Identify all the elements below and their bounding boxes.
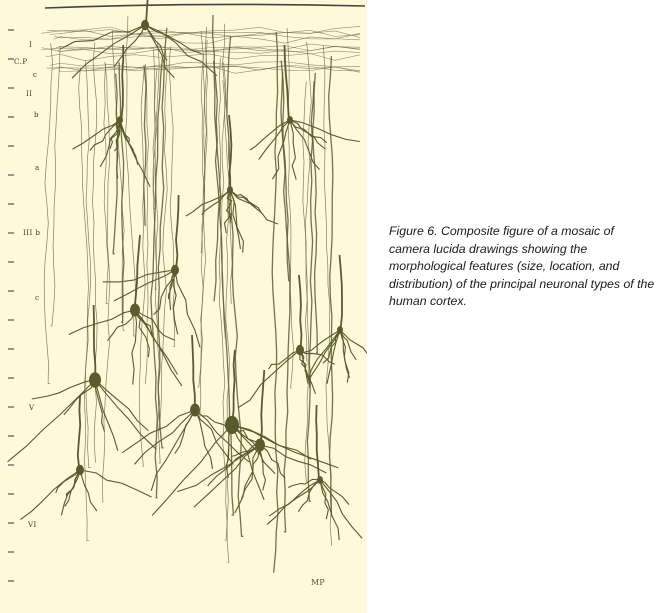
- basal-dendrite: [95, 380, 148, 431]
- apical-trunk: [316, 405, 320, 480]
- apical-dendrite: [145, 64, 148, 384]
- apical-dendrite: [93, 42, 98, 462]
- apical-dendrite: [44, 43, 52, 383]
- layer-label-ii: II: [26, 90, 33, 98]
- apical-dendrite: [287, 28, 293, 388]
- basal-dendrite: [238, 350, 300, 408]
- apical-trunk: [78, 395, 80, 470]
- depth-ticks: [8, 30, 14, 581]
- apical-dendrite: [125, 16, 135, 336]
- apical-dendrite: [51, 46, 61, 326]
- figure-caption: Figure 6. Composite figure of a mosaic of camera lucida drawings showing the morphological features (size, location, and distribution) of the principal neuronal types of the human cortex.: [389, 224, 655, 309]
- apical-dendrite: [313, 73, 318, 353]
- apical-trunk: [94, 305, 96, 380]
- layer-label-a: a: [35, 164, 40, 172]
- layer-label-b: b: [34, 111, 39, 119]
- apical-dendrites: [44, 15, 333, 572]
- apical-trunk: [232, 350, 235, 425]
- basal-dendrite: [202, 190, 230, 215]
- pial-surface-line: [45, 4, 365, 8]
- basal-dendrite: [232, 425, 264, 500]
- basal-dendrite: [175, 270, 200, 347]
- artist-monogram: MP: [311, 578, 325, 587]
- basal-dendrite: [260, 445, 266, 490]
- basal-dendrite: [340, 330, 356, 360]
- layer-label-cp: C.P: [14, 58, 28, 66]
- layer-label-v: V: [29, 404, 35, 412]
- basal-dendrite: [300, 350, 308, 384]
- pyramidal-neurons: [8, 0, 368, 540]
- apical-trunk: [175, 195, 179, 270]
- basal-dendrite: [72, 120, 120, 149]
- basal-dendrite: [80, 470, 97, 511]
- basal-dendrite: [132, 310, 137, 385]
- basal-dendrite: [135, 310, 174, 340]
- apical-trunk: [299, 275, 302, 350]
- basal-dendrite: [320, 480, 362, 538]
- layer-label-c-lower: c: [35, 294, 40, 302]
- apical-dendrite: [305, 42, 312, 482]
- apical-trunk: [340, 255, 343, 330]
- layer-label-i: I: [29, 41, 33, 49]
- layer-label-vi: VI: [28, 521, 37, 529]
- basal-dendrite: [267, 480, 320, 524]
- layer-label-c: c: [33, 71, 38, 79]
- basal-dendrite: [290, 120, 296, 180]
- basal-dendrite: [80, 470, 152, 497]
- basal-dendrite: [186, 190, 230, 216]
- basal-dendrite: [69, 310, 135, 335]
- basal-dendrite: [269, 350, 300, 369]
- apical-dendrite: [144, 65, 146, 225]
- apical-trunk: [192, 335, 195, 410]
- apical-dendrite: [272, 32, 278, 572]
- basal-dendrite: [8, 380, 96, 462]
- apical-trunk: [135, 235, 141, 310]
- basal-dendrite: [308, 330, 340, 381]
- layer-label-iii-b: III b: [23, 229, 41, 237]
